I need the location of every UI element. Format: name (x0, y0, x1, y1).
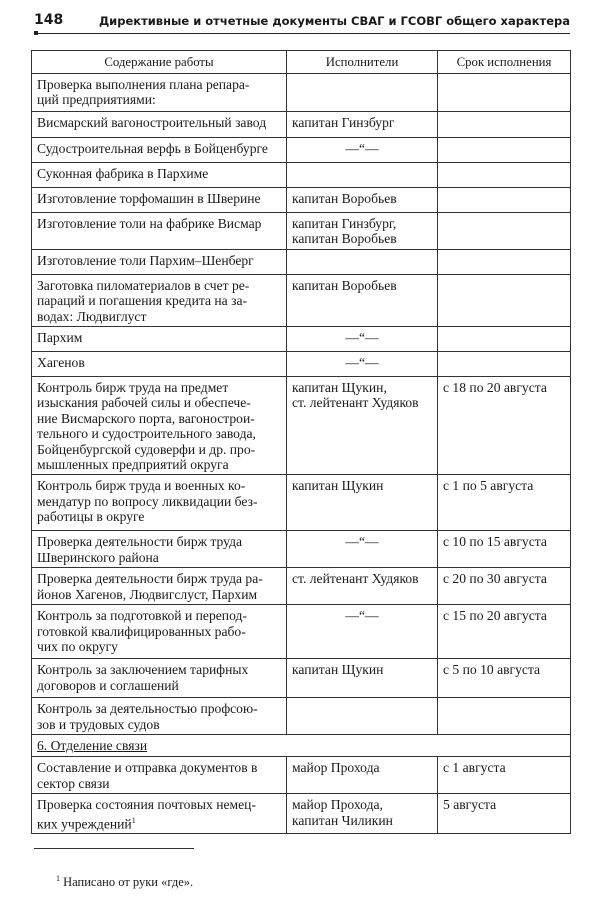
cell-executors: —“— (287, 138, 438, 163)
cell-term (438, 327, 571, 352)
table-row (32, 794, 571, 834)
cell-term: с 1 августа (438, 757, 571, 794)
cell-work: Судостроительная верфь в Бойценбурге (32, 138, 287, 163)
cell-term: с 1 по 5 августа (438, 475, 571, 531)
header-rule-mark (34, 31, 38, 35)
cell-executors: майор Прохода (287, 757, 438, 794)
table-row (32, 568, 571, 605)
cell-work: Контроль за подготовкой и перепод- готовкой квалифицированных рабо- чих по округу (32, 605, 287, 659)
cell-work: Пархим (32, 327, 287, 352)
cell-term (438, 74, 571, 112)
cell-term (438, 249, 571, 274)
table-row (32, 138, 571, 163)
footnote-mark: 1 (56, 874, 60, 883)
cell-executors (287, 249, 438, 274)
cell-executors: капитан Щукин (287, 659, 438, 698)
cell-work: Суконная фабрика в Пархиме (32, 163, 287, 188)
cell-term: с 18 по 20 августа (438, 377, 571, 475)
header-rule (34, 33, 570, 34)
cell-executors: капитан Воробьев (287, 188, 438, 213)
cell-work: Контроль за деятельностью профсою- зов и трудовых судов (32, 698, 287, 735)
footnote (56, 874, 193, 890)
cell-executors: ст. лейтенант Худяков (287, 568, 438, 605)
running-title: Директивные и отчетные документы СВАГ и ГСОВГ общего характера (98, 14, 570, 28)
table-row (32, 659, 571, 698)
cell-work: Изготовление толи Пархим–Шенберг (32, 249, 287, 274)
cell-work-text: Проверка состояния почтовых немец- ких учреждений (37, 797, 256, 832)
cell-executors: капитан Щукин, ст. лейтенант Худяков (287, 377, 438, 475)
table-row (32, 74, 571, 112)
section-row (32, 735, 571, 757)
table-row (32, 352, 571, 377)
cell-executors (287, 698, 438, 735)
table-row (32, 757, 571, 794)
cell-executors: —“— (287, 531, 438, 568)
cell-work (32, 794, 287, 834)
section-title: 6. Отделение связи (32, 735, 571, 757)
cell-executors: —“— (287, 327, 438, 352)
cell-executors: капитан Гинзбург, капитан Воробьев (287, 213, 438, 250)
cell-term: с 20 по 30 августа (438, 568, 571, 605)
cell-term (438, 274, 571, 326)
table-row (32, 163, 571, 188)
cell-executors: майор Прохода, капитан Чиликин (287, 794, 438, 834)
page-number: 148 (34, 12, 64, 28)
column-header-term: Срок исполнения (438, 51, 571, 74)
cell-work: Хагенов (32, 352, 287, 377)
table-row (32, 475, 571, 531)
table-row (32, 327, 571, 352)
cell-term (438, 698, 571, 735)
cell-term: с 5 по 10 августа (438, 659, 571, 698)
table-row (32, 213, 571, 250)
cell-term (438, 112, 571, 138)
cell-work: Контроль бирж труда на предмет изыскания рабочей силы и обеспече- ние Висмарского порта, вагонострои- тельного и судостроительного завода, Бойценбургской судоверфи и др. про- мышленных предприятий округа (32, 377, 287, 475)
cell-term: с 15 по 20 августа (438, 605, 571, 659)
cell-term (438, 213, 571, 250)
cell-work: Составление и отправка документов в сектор связи (32, 757, 287, 794)
cell-work: Висмарский вагоностроительный завод (32, 112, 287, 138)
table-row (32, 605, 571, 659)
footnote-ref: 1 (131, 815, 136, 825)
cell-work: Изготовление торфомашин в Шверине (32, 188, 287, 213)
cell-work: Проверка деятельности бирж труда Шверинского района (32, 531, 287, 568)
running-header (34, 12, 570, 34)
cell-term (438, 163, 571, 188)
cell-term: с 10 по 15 августа (438, 531, 571, 568)
cell-term: 5 августа (438, 794, 571, 834)
column-header-executors: Исполнители (287, 51, 438, 74)
table-row (32, 112, 571, 138)
cell-executors: —“— (287, 352, 438, 377)
work-plan-table (31, 50, 571, 834)
cell-executors: капитан Щукин (287, 475, 438, 531)
table-row (32, 249, 571, 274)
table-row (32, 377, 571, 475)
cell-work: Изготовление толи на фабрике Висмар (32, 213, 287, 250)
cell-executors (287, 74, 438, 112)
cell-term (438, 352, 571, 377)
cell-work: Проверка деятельности бирж труда ра- йонов Хагенов, Людвигслуст, Пархим (32, 568, 287, 605)
cell-executors: капитан Воробьев (287, 274, 438, 326)
footnote-text: Написано от руки «где». (63, 875, 194, 890)
table-header-row (32, 51, 571, 74)
cell-work: Контроль за заключением тарифных договоров и соглашений (32, 659, 287, 698)
cell-executors: капитан Гинзбург (287, 112, 438, 138)
footnote-rule (34, 848, 194, 849)
cell-executors (287, 163, 438, 188)
cell-term (438, 138, 571, 163)
column-header-work: Содержание работы (32, 51, 287, 74)
cell-work: Заготовка пиломатериалов в счет ре- параций и погашения кредита на за- водах: Людвиглуст (32, 274, 287, 326)
cell-work: Проверка выполнения плана репара- ций предприятиями: (32, 74, 287, 112)
table-row (32, 188, 571, 213)
cell-term (438, 188, 571, 213)
table-row (32, 274, 571, 326)
cell-work: Контроль бирж труда и военных ко- мендатур по вопросу ликвидации без- работицы в округе (32, 475, 287, 531)
cell-executors: —“— (287, 605, 438, 659)
table-row (32, 698, 571, 735)
table-row (32, 531, 571, 568)
